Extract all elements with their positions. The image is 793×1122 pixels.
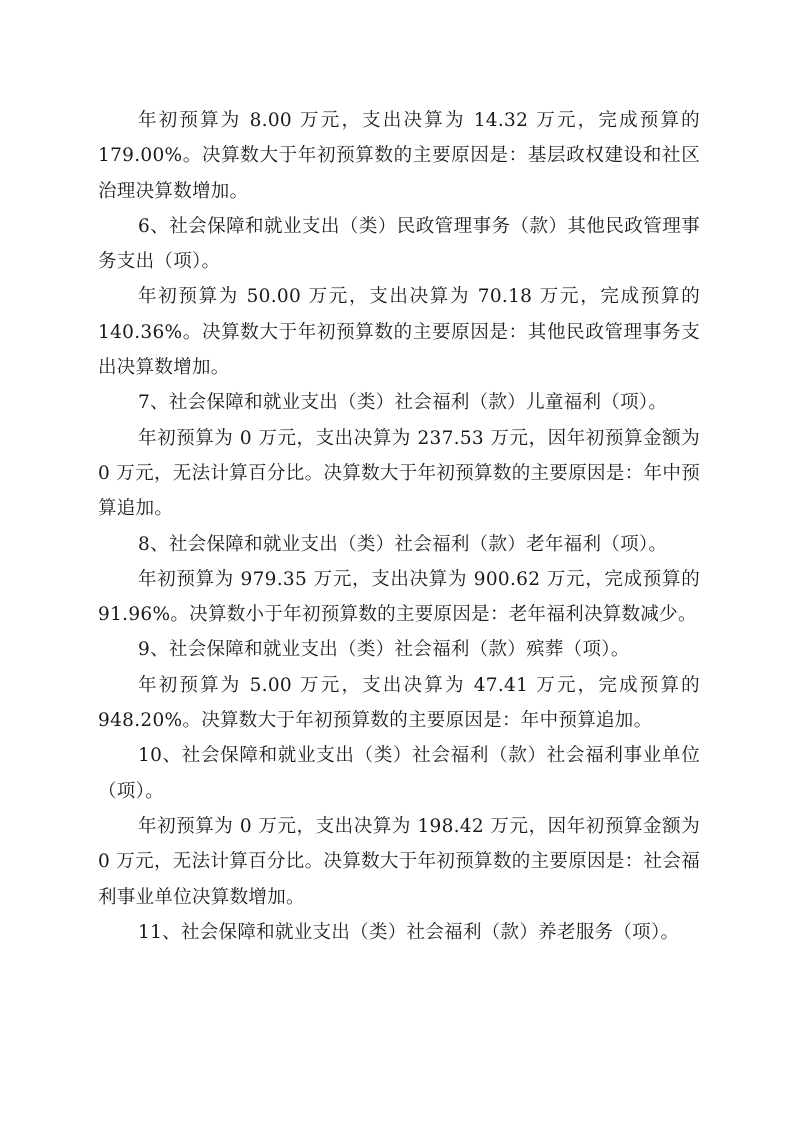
paragraph-budget-10: 年初预算为 0 万元，支出决算为 198.42 万元，因年初预算金额为 0 万元，无法计算百分比。决算数大于年初预算数的主要原因是：社会福利事业单位决算数增加。 [98, 815, 700, 908]
paragraph-budget-7: 年初预算为 0 万元，支出决算为 237.53 万元，因年初预算金额为 0 万元，无法计算百分比。决算数大于年初预算数的主要原因是：年中预算追加。 [98, 427, 700, 520]
paragraph-budget-6: 年初预算为 50.00 万元，支出决算为 70.18 万元，完成预算的 140.36%。决算数大于年初预算数的主要原因是：其他民政管理事务支出决算数增加。 [98, 286, 700, 379]
heading-item-7: 7、社会保障和就业支出（类）社会福利（款）儿童福利（项）。 [138, 392, 668, 414]
paragraph-budget-8: 年初预算为 979.35 万元，支出决算为 900.62 万元，完成预算的 91.96%。决算数小于年初预算数的主要原因是：老年福利决算数减少。 [98, 568, 700, 626]
heading-item-6: 6、社会保障和就业支出（类）民政管理事务（款）其他民政管理事务支出（项）。 [98, 215, 700, 273]
heading-item-8: 8、社会保障和就业支出（类）社会福利（款）老年福利（项）。 [138, 533, 668, 555]
heading-item-10: 10、社会保障和就业支出（类）社会福利（款）社会福利事业单位（项）。 [98, 745, 700, 802]
paragraph-budget-5: 年初预算为 8.00 万元，支出决算为 14.32 万元，完成预算的 179.00%。决算数大于年初预算数的主要原因是：基层政权建设和社区治理决算数增加。 [98, 110, 700, 202]
paragraph-budget-9: 年初预算为 5.00 万元，支出决算为 47.41 万元，完成预算的 948.20%。决算数大于年初预算数的主要原因是：年中预算追加。 [98, 674, 700, 732]
heading-item-9: 9、社会保障和就业支出（类）社会福利（款）殡葬（项）。 [138, 639, 630, 661]
document-page [98, 103, 700, 950]
heading-item-11: 11、社会保障和就业支出（类）社会福利（款）养老服务（项）。 [138, 921, 680, 943]
